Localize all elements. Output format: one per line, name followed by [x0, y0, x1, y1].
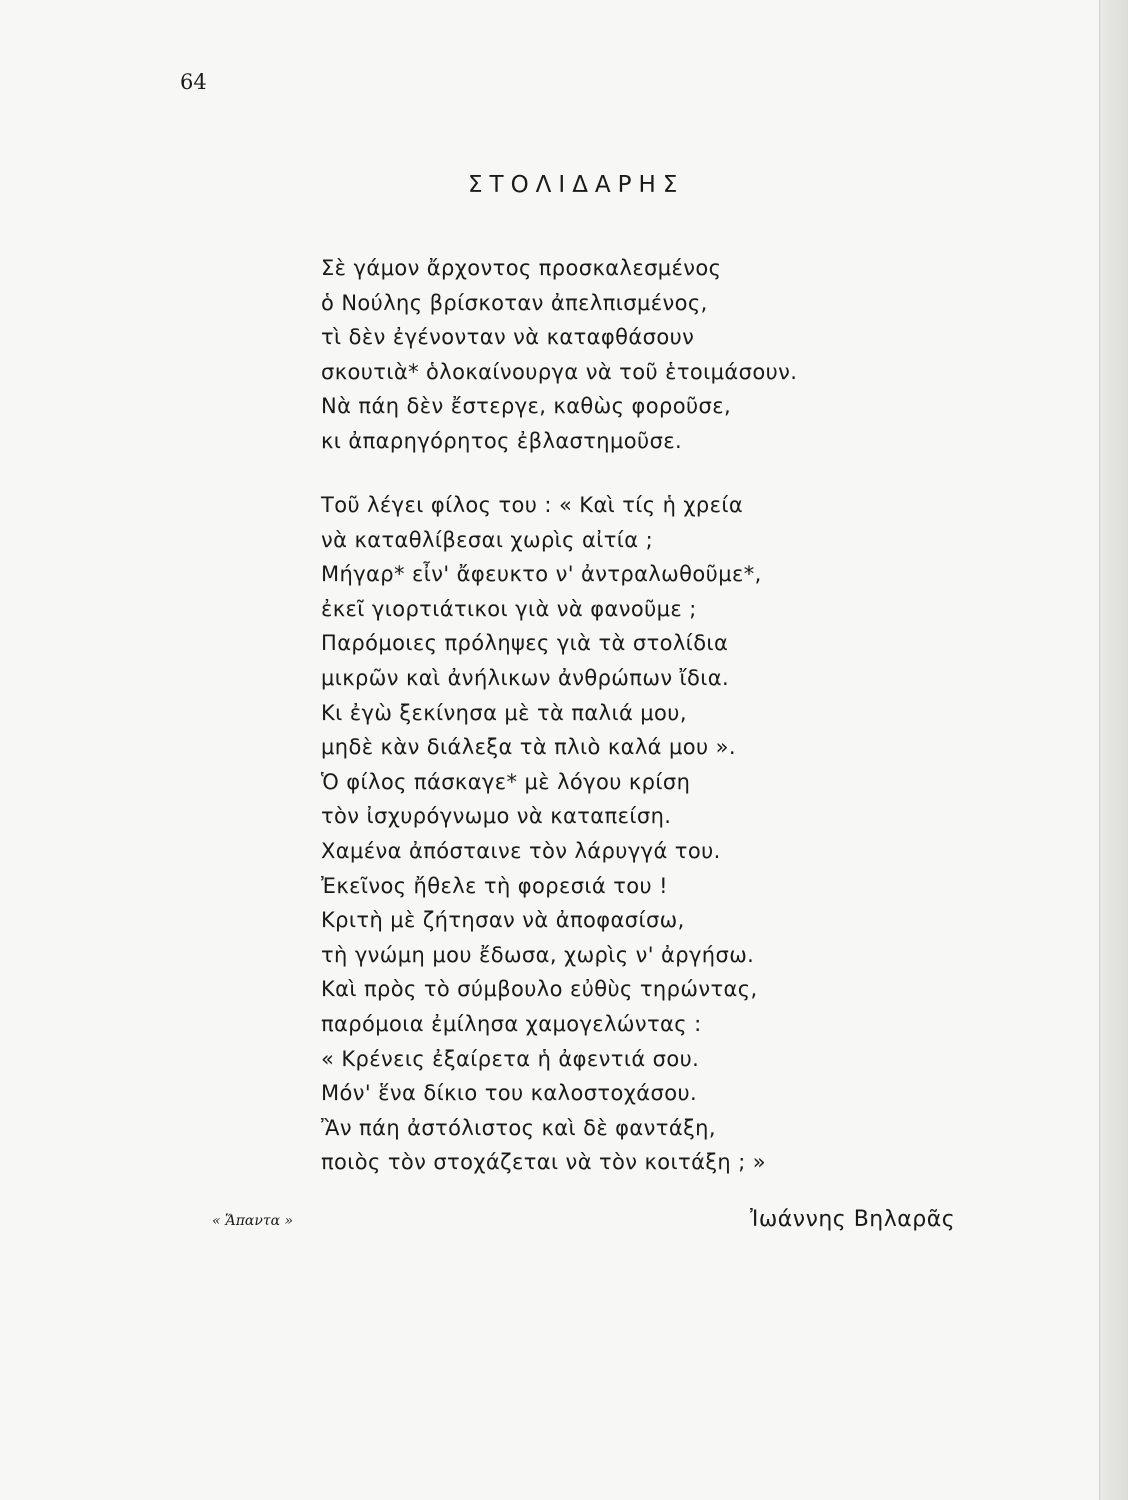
poem-line: τὴ γνώμη μου ἔδωσα, χωρὶς ν' ἀργήσω.: [321, 942, 755, 967]
poem-stanza-2: [321, 488, 766, 1180]
poem-line: Χαμένα ἀπόσταινε τὸν λάρυγγά του.: [321, 838, 721, 863]
poem-line: Νὰ πάη δὲν ἔστεργε, καθὼς φοροῦσε,: [321, 394, 732, 419]
poem-line: Τοῦ λέγει φίλος του : « Καὶ τίς ἡ χρεία: [321, 493, 744, 517]
poem-line: « Κρένεις ἐξαίρετα ἡ ἀφεντιά σου.: [321, 1046, 700, 1071]
poem-line: Μήγαρ* εἶν' ἄφευκτο ν' ἀντραλωθοῦμε*,: [321, 562, 762, 587]
poem-line: Σὲ γάμον ἄρχοντος προσκαλεσμένος: [321, 256, 722, 280]
poem-stanza-1: [321, 251, 797, 459]
poem-line: παρόμοια ἐμίλησα χαμογελώντας :: [321, 1011, 702, 1036]
poem-line: σκουτιὰ* ὁλοκαίνουργα νὰ τοῦ ἑτοιμάσουν.: [321, 359, 798, 384]
poem-line: τὸν ἰσχυρόγνωμο νὰ καταπείση.: [321, 804, 672, 829]
page-number: 64: [180, 70, 207, 94]
page-edge: [1099, 0, 1128, 1500]
poem-line: Παρόμοιες πρόληψες γιὰ τὰ στολίδια: [321, 631, 729, 656]
poem-line: ὁ Νούλης βρίσκοταν ἀπελπισμένος,: [321, 290, 708, 315]
poem-line: Καὶ πρὸς τὸ σύμβουλο εὐθὺς τηρώντας,: [321, 977, 758, 1002]
poem-line: μικρῶν καὶ ἀνήλικων ἀνθρώπων ἴδια.: [321, 665, 730, 690]
poem-line: νὰ καταθλίβεσαι χωρὶς αἰτία ;: [321, 527, 654, 552]
poem-line: ἐκεῖ γιορτιάτικοι γιὰ νὰ φανοῦμε ;: [321, 596, 697, 621]
poem-line: Κι ἐγὼ ξεκίνησα μὲ τὰ παλιά μου,: [321, 700, 687, 725]
poem-line: Ἂν πάη ἀστόλιστος καὶ δὲ φαντάξη,: [321, 1115, 716, 1140]
poem-line: Μόν' ἕνα δίκιο του καλοστοχάσου.: [321, 1081, 698, 1106]
source-citation: « Ἅπαντα »: [212, 1213, 294, 1229]
poem-line: Κριτὴ μὲ ζήτησαν νὰ ἀποφασίσω,: [321, 908, 685, 933]
poem-line: Ὁ φίλος πάσκαγε* μὲ λόγου κρίση: [321, 769, 691, 794]
poem-line: κι ἀπαρηγόρητος ἐβλαστημοῦσε.: [321, 428, 683, 453]
poem-line: μηδὲ κὰν διάλεξα τὰ πλιὸ καλά μου ».: [321, 735, 736, 760]
poem-line: ποιὸς τὸν στοχάζεται νὰ τὸν κοιτάξη ; »: [321, 1150, 767, 1175]
poem-line: τὶ δὲν ἐγένονταν νὰ καταφθάσουν: [321, 325, 695, 350]
poem-title: ΣΤΟΛΙΔΑΡΗΣ: [468, 172, 685, 198]
poem-line: Ἐκεῖνος ἤθελε τὴ φορεσιά του !: [321, 873, 668, 898]
author-name: Ἰωάννης Βηλαρᾶς: [750, 1207, 956, 1232]
